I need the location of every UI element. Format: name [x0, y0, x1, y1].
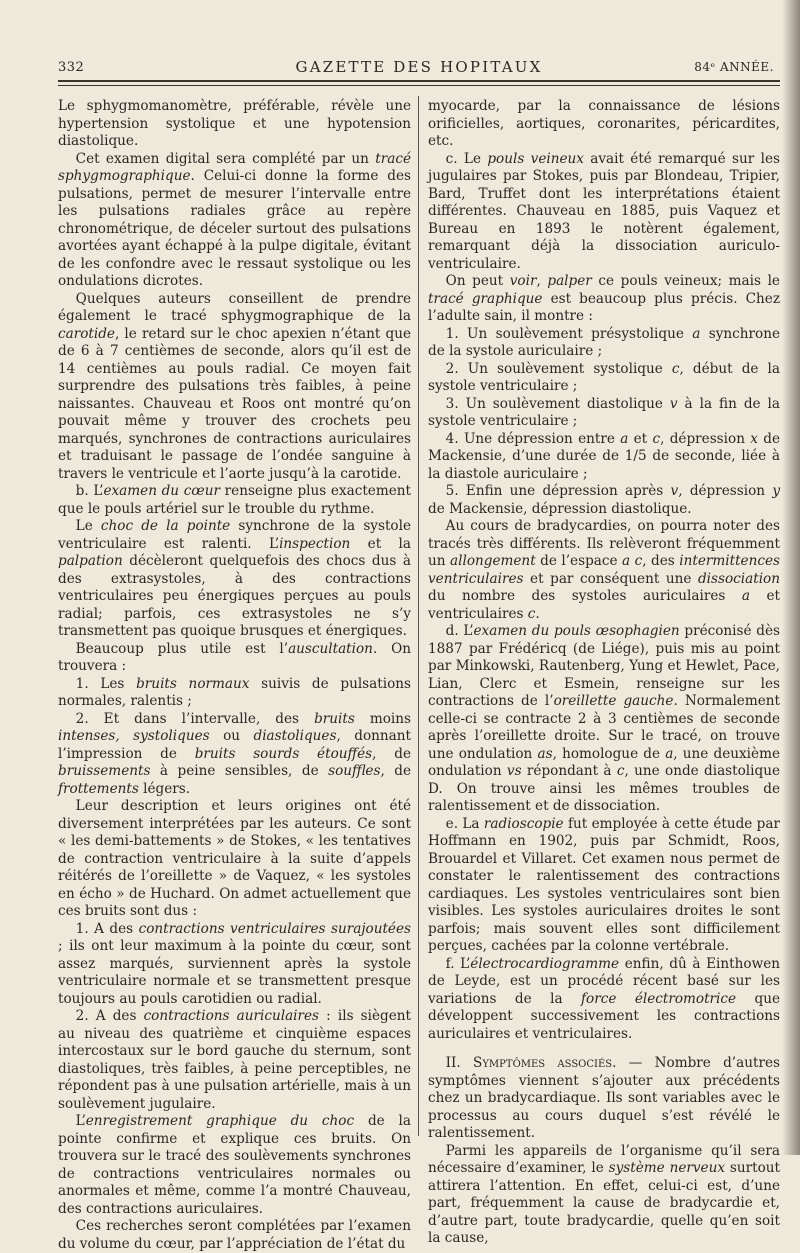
text-run: e. La: [445, 815, 484, 832]
text-run: de Mackensie, dépression diastolique.: [428, 500, 692, 517]
text-run: surtout attirera l’attention. En effet, celui-ci est, d’une part, fréquemment la cause de bradycardie et, d’autre part, toute bradycardie, quelle qu’en soit la cause,: [428, 1160, 780, 1246]
italic-text: v: [669, 395, 678, 412]
text-run: On peut: [445, 273, 510, 289]
paragraph: [428, 1143, 780, 1248]
text-run: b. L’: [75, 483, 104, 499]
italic-text: vs: [506, 763, 522, 779]
text-run: Parmi les appareils de l’organisme qu’il sera nécessaire d’examiner, le: [428, 1142, 780, 1176]
text-run: 4. Une dépression entre: [445, 430, 621, 447]
text-run: . Celui-ci donne la forme des pulsations, permet de mesurer l’intervalle entre les pulsations radiales grâce au repère chronométrique, de déceler surtout des pulsations avortées ayant échappé à la pulpe digitale, évitant de les confondre avec le ressaut systolique ou les ondulations dicrotes.: [58, 168, 411, 289]
text-run: préconisé dès 1887 par Frédéricq (de Liége), puis mis au point par Minkowski, Rautenberg, Yung et Hewlet, Pace, Lian, Clerc et Esmein, renseigne sur les contractions de l’: [428, 623, 781, 709]
text-run: renseigne plus exactement que le pouls artériel sur le trouble du rythme.: [58, 483, 411, 517]
text-run: fut employée à cette étude par Hoffmann en 1902, puis par Schmidt, Roos, Brouardel et Villaret. Cet examen nous permet de constater le ralentissement des contractions cardiaques. Les systoles ventriculaires sont bien visibles. Les systoles auriculaires droites le sont parfois; mais souvent elles sont difficilement perçues, cachées par la colonne vertébrale.: [428, 815, 780, 954]
text-run: 2. Un soulèvement systolique: [445, 360, 672, 377]
right-column: [428, 98, 780, 1248]
text-run: : ils siègent au niveau des quatrième et cinquième espaces intercostaux sur le bord gauche du sternum, sont diastoliques, très faibles, à peine perceptibles, ne répondent pas à une pulsation artérielle, mais à un soulèvement jugulaire.: [58, 1008, 411, 1112]
text-run: synchrone de la systole auriculaire ;: [428, 325, 780, 359]
text-run: décèleront quelquefois des chocs dus à des extrasystoles, à des contractions ventriculaires peu énergiques perçues au pouls radial; parfois, ces extrasystoles ne s’y transmettent pas quoique brusques et énergiques.: [58, 553, 411, 639]
text-run: , de: [380, 763, 412, 779]
text-run: et la: [350, 535, 411, 552]
italic-text: x: [750, 430, 758, 447]
paragraph: [58, 641, 411, 676]
italic-text: voir: [509, 273, 537, 289]
italic-text: examen du pouls œsophagien: [473, 623, 680, 639]
text-run: . Normalement celle-ci se contracte 2 à 3 centièmes de seconde après l’oreillette droite. Sur le tracé, on trouve une ondulation: [428, 693, 780, 762]
italic-text: as: [537, 745, 553, 762]
paragraph: [58, 151, 411, 291]
italic-text: inspection: [279, 535, 351, 552]
italic-text: bruits: [314, 710, 355, 727]
text-run: Symptômes associés: [473, 1055, 613, 1071]
paragraph: [58, 921, 411, 1009]
italic-text: c: [616, 763, 625, 779]
paragraph: [58, 676, 411, 711]
italic-text: a: [741, 588, 750, 604]
italic-text: intenses, systoliques: [58, 728, 210, 744]
italic-text: oreillette gauche: [553, 693, 674, 709]
italic-text: examen du cœur: [103, 483, 221, 499]
text-run: , homologue de: [552, 745, 666, 762]
text-run: Le sphygmomanomètre, préférable, révèle une hypertension systolique et une hypotension diastolique.: [58, 98, 411, 149]
text-run: .: [535, 605, 540, 622]
paragraph: [428, 431, 780, 484]
text-run: suivis de pulsations normales, ralentis ;: [58, 675, 411, 709]
italic-text: enregistrement graphique du choc: [85, 1113, 355, 1129]
page-edge-shadow: [782, 0, 800, 1155]
text-run: II.: [445, 1055, 474, 1071]
paragraph: [428, 623, 780, 816]
italic-text: v: [670, 483, 679, 499]
page-header: [58, 58, 780, 80]
paragraph: [58, 1218, 411, 1253]
italic-text: c: [671, 360, 680, 377]
italic-text: pouls veineux: [487, 150, 584, 167]
text-run: , une onde diastolique D. On trouve ainsi les mêmes troubles de ralentissement et de dissociation.: [428, 763, 781, 814]
italic-text: système nerveux: [608, 1160, 726, 1176]
text-run: Ces recherches seront complétées par l’examen du volume du cœur, par l’appréciation de l’état du: [58, 1218, 411, 1252]
italic-text: intermittences ventriculaires: [428, 553, 780, 587]
text-run: , dépression: [660, 430, 751, 447]
italic-text: a c: [622, 553, 643, 569]
text-run: . — Nombre d’autres symptômes viennent s’ajouter aux précédents chez un bradycardiaque. Ils sont variables avec le processus au cours duquel s’est révélé le ralentissement.: [428, 1055, 780, 1141]
paragraph: [428, 483, 780, 518]
year-label: 84ᵉ ANNÉE.: [694, 60, 774, 74]
italic-text: y: [772, 483, 780, 499]
text-run: f. L’: [445, 955, 471, 972]
text-run: de la pointe confirme et explique ces bruits. On trouvera sur le tracé des soulèvements synchrones de contractions ventriculaires normales ou anormales et même, comme l’a montré Chauveau, des contractions auriculaires.: [58, 1113, 411, 1217]
text-run: à peine sensibles, de: [150, 763, 329, 779]
text-run: moins: [354, 710, 411, 727]
paragraph: [428, 361, 780, 396]
text-run: Le: [75, 518, 101, 534]
column-divider: [418, 96, 419, 1136]
italic-text: palpation: [58, 553, 123, 569]
text-run: 5. Enfin une dépression après: [445, 483, 671, 499]
text-run: , des: [642, 553, 680, 569]
text-run: de Mackensie, d’une durée de 1/5 de seconde, liée à la diastole auriculaire ;: [428, 430, 780, 482]
paragraph: [58, 711, 411, 799]
italic-text: dissociation: [697, 570, 780, 587]
text-run: d. L’: [445, 623, 474, 639]
text-run: 1. Les: [75, 675, 137, 692]
text-run: Quelques auteurs conseillent de prendre également le tracé sphygmographique de la: [58, 290, 411, 324]
header-rule-thick: [58, 80, 780, 82]
italic-text: force électromotrice: [581, 990, 737, 1007]
text-run: et: [628, 430, 653, 447]
italic-text: allongement: [450, 553, 536, 569]
text-run: de l’espace: [535, 553, 623, 569]
text-run: myocarde, par la connaissance de lésions orificielles, aortiques, coronarites, péricardites, etc.: [428, 98, 780, 149]
text-run: c. Le: [445, 150, 488, 167]
italic-text: bruits normaux: [136, 675, 250, 692]
text-run: à la fin de la systole ventriculaire ;: [428, 395, 780, 429]
text-run: ce pouls veineux; mais le: [591, 273, 780, 289]
text-run: Leur description et leurs origines ont été diversement interprétées par les auteurs. Ce sont « les demi-battements » de Stokes, « les tentatives de contraction ventriculaire à la suite d’appels réitérés de l’oreillette » de Vaquez, « les systoles en écho » de Huchard. On admet actuellement que ces bruits sont dus :: [58, 798, 411, 919]
italic-text: contractions auriculaires: [143, 1008, 320, 1024]
paragraph: [428, 151, 780, 274]
text-run: , donnant l’impression de: [58, 728, 411, 762]
paragraph: [428, 326, 780, 361]
text-run: Cet examen digital sera complété par un: [75, 150, 376, 167]
text-run: 1. Un soulèvement présystolique: [445, 325, 693, 342]
italic-text: c: [527, 605, 536, 622]
paragraph: [58, 291, 411, 484]
text-run: et ventriculaires: [428, 588, 780, 622]
text-run: légers.: [138, 780, 191, 797]
text-run: enfin, dû à Einthowen de Leyde, est un procédé récent basé sur les variations de la: [428, 955, 781, 1007]
italic-text: auscultation: [288, 640, 373, 657]
paragraph: [58, 98, 411, 151]
italic-text: diastoliques: [253, 728, 337, 744]
text-run: que développent successivement les contractions auriculaires et ventriculaires.: [428, 990, 781, 1042]
text-run: , dépression: [678, 483, 773, 499]
paragraph: [428, 1055, 780, 1143]
paragraph: [428, 396, 780, 431]
text-run: Beaucoup plus utile est l’: [75, 640, 289, 657]
text-run: , de: [372, 745, 412, 762]
paragraph: [58, 1113, 411, 1218]
text-run: est beaucoup plus précis. Chez l’adulte sain, il montre :: [428, 290, 780, 324]
paragraph: [428, 273, 780, 326]
paragraph: [428, 956, 780, 1044]
italic-text: bruissements: [58, 763, 151, 779]
italic-text: a: [665, 745, 674, 762]
text-run: 3. Un soulèvement diastolique: [445, 395, 670, 412]
italic-text: a: [620, 430, 629, 447]
left-column: [58, 98, 411, 1253]
italic-text: palper: [547, 273, 592, 289]
text-run: répondant à: [521, 763, 617, 779]
paragraph: [428, 816, 780, 956]
text-run: , début de la systole ventriculaire ;: [428, 360, 780, 394]
text-run: , une deuxième ondulation: [428, 745, 780, 779]
italic-text: carotide: [58, 325, 115, 342]
paragraph: [58, 798, 411, 921]
text-run: 1. A des: [75, 920, 139, 937]
italic-text: c: [652, 430, 661, 447]
text-run: . On trouvera :: [58, 640, 411, 674]
italic-text: a: [692, 325, 701, 342]
text-run: synchrone de la systole ventriculaire est ralenti. L’: [58, 518, 411, 552]
italic-text: frottements: [58, 780, 139, 797]
page-number: 332: [58, 60, 85, 75]
italic-text: tracé sphygmographique: [58, 150, 411, 184]
italic-text: souffles: [328, 763, 381, 779]
italic-text: radioscopie: [483, 815, 564, 832]
italic-text: contractions ventriculaires surajoutées: [138, 920, 411, 937]
paragraph: [428, 98, 780, 151]
paragraph: [58, 518, 411, 641]
italic-text: tracé graphique: [428, 290, 543, 307]
text-run: ; ils ont leur maximum à la pointe du cœur, sont assez marqués, surviennent après la systole ventriculaire normale et se transmettent presque toujours au pouls carotidien ou radial.: [58, 938, 411, 1007]
italic-text: bruits sourds étouffés: [194, 745, 373, 762]
text-run: du nombre des systoles auriculaires: [428, 588, 742, 604]
paragraph: [428, 518, 780, 623]
text-run: 2. Et dans l’intervalle, des: [75, 710, 315, 727]
paragraph: [58, 1008, 411, 1113]
paragraph: [58, 483, 411, 518]
header-rule-thin: [58, 85, 780, 86]
text-run: L’: [75, 1113, 86, 1129]
text-run: 2. A des: [75, 1008, 144, 1024]
text-run: ,: [536, 273, 548, 289]
italic-text: électrocardiogramme: [470, 955, 620, 972]
text-run: avait été remarqué sur les jugulaires par Stokes, puis par Blondeau, Tripier, Bard, Truffet dont les interprétations étaient différentes. Chauveau en 1885, puis Vaquez et Bureau en 1893 le notèrent également, remarquant déjà la dissociation auriculo-ventriculaire.: [428, 150, 780, 272]
journal-title: GAZETTE DES HOPITAUX: [295, 58, 543, 76]
text-run: et par conséquent une: [523, 570, 698, 587]
text-run: ou: [209, 728, 254, 744]
text-run: Au cours de bradycardies, on pourra noter des tracés très différents. Ils relèveront fréquemment un: [428, 518, 780, 569]
italic-text: choc de la pointe: [100, 518, 231, 534]
text-run: , le retard sur le choc apexien n’étant que de 6 à 7 centièmes de seconde, alors qu’il est de 14 centièmes au pouls radial. Ce moyen fait surprendre des pulsations très faibles, à peine naissantes. Chauveau et Roos ont montré qu’on pouvait même y trouver des crochets peu marqués, synchrones de contractions auriculaires et traduisant le passage de l’ondée sanguine à travers le ventricule et l’aorte jusqu’à la carotide.: [58, 325, 411, 482]
